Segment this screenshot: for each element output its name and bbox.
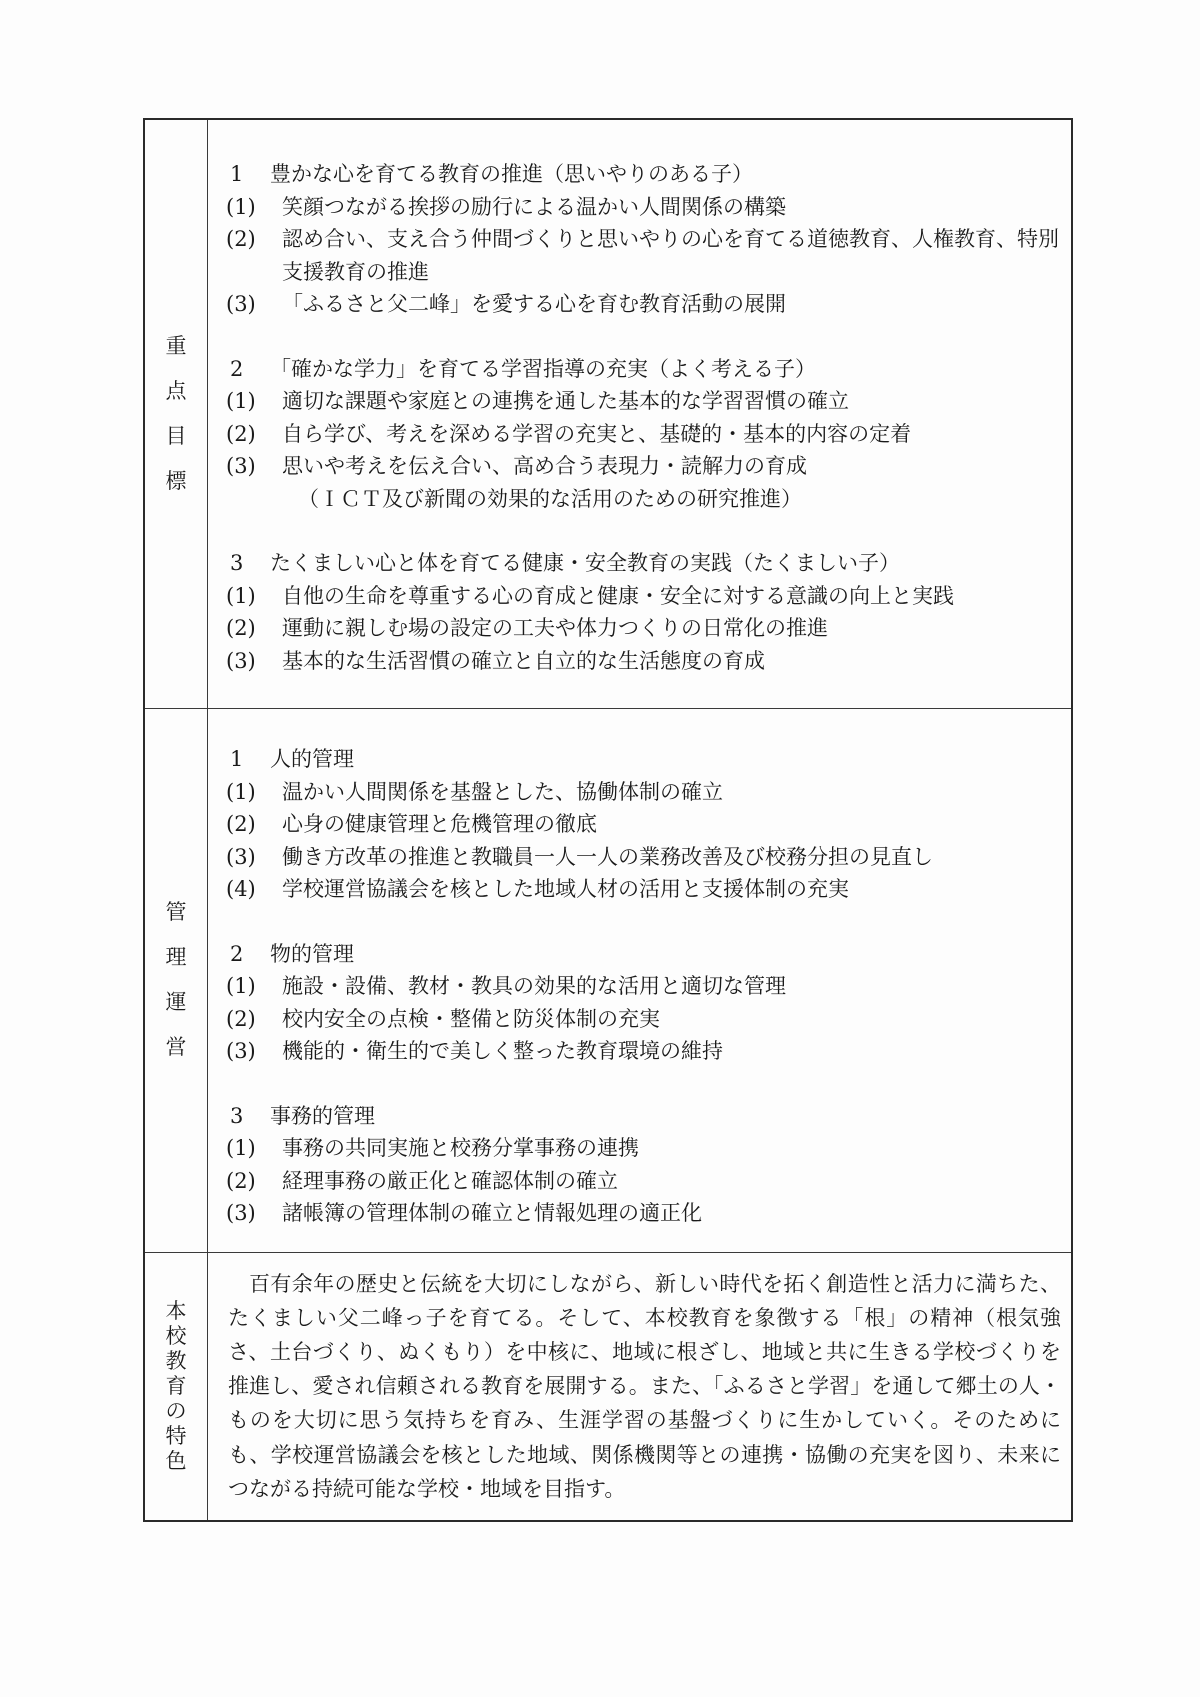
list-item: (4) 学校運営協議会を核とした地域人材の活用と支援体制の充実 [226,877,849,901]
management-group-1 [224,743,1061,906]
management-label: 管 理 運 営 [165,900,187,1060]
features-label-cell [144,1252,208,1521]
list-item: (2) 自ら学び、考えを深める学習の充実と、基礎的・基本的内容の定着 [226,421,912,446]
goals-content [208,119,1073,709]
features-row [144,1252,1072,1521]
goals-row [144,119,1072,709]
features-content [208,1252,1073,1521]
list-item: (1) 自他の生命を尊重する心の育成と健康・安全に対する意識の向上と実践 [226,583,954,608]
list-item: (2) 運動に親しむ場の設定の工夫や体力つくりの日常化の推進 [226,616,828,640]
list-item: (3) 「ふるさと父二峰」を愛する心を育む教育活動の展開 [226,292,786,316]
management-group-2 [224,938,1061,1068]
section-heading: 2 「確かな学力」を育てる学習指導の充実（よく考える子） [230,356,816,381]
list-item: (3) 諸帳簿の管理体制の確立と情報処理の適正化 [226,1201,702,1225]
section-heading: 3 たくましい心と体を育てる健康・安全教育の実践（たくましい子） [230,551,900,575]
features-paragraph: 百有余年の歴史と伝統を大切にしながら、新しい時代を拓く創造性と活力に満ちた、たくましい父二峰っ子を育てる。そして、本校教育を象徴する「根」の精神（根気強さ、土台づくり、ぬくもり）を中核に、地域に根ざし、地域と共に生きる学校づくりを推進し、愛され信頼される教育を展開する。また、「ふるさと学習」を通して郷土の人・ものを大切に思う気持ちを育み、生涯学習の基盤づくりに生かしていく。そのためにも、学校運営協議会を核とした地域、関係機関等との連携・協働の充実を図り、未来につながる持続可能な学校・地域を目指す。 [228,1271,1061,1501]
list-item: (2) 心身の健康管理と危機管理の徹底 [226,812,597,836]
goals-group-3 [224,547,1061,677]
list-item: (2) 経理事務の厳正化と確認体制の確立 [226,1168,618,1193]
list-item: (1) 適切な課題や家庭との連携を通した基本的な学習習慣の確立 [226,389,849,413]
goals-group-2 [224,353,1061,516]
list-item: (1) 笑顔つながる挨拶の励行による温かい人間関係の構築 [226,194,786,219]
section-heading: 2 物的管理 [230,941,354,966]
list-item: (3) 基本的な生活習慣の確立と自立的な生活態度の育成 [226,648,765,673]
goals-label-cell [144,119,208,709]
list-item: (3) 働き方改革の推進と教職員一人一人の業務改善及び校務分担の見直し [226,844,933,869]
section-heading: 1 人的管理 [230,747,354,771]
section-heading: 3 事務的管理 [230,1103,375,1128]
goals-label: 重 点 目 標 [165,334,187,493]
management-label-cell [144,709,208,1253]
management-row [144,709,1072,1253]
list-item: (3) 機能的・衛生的で美しく整った教育環境の維持 [226,1039,723,1063]
list-item: (2) 認め合い、支え合う仲間づくりと思いやりの心を育てる道徳教育、人権教育、特別支援教育の推進 [226,227,1059,284]
school-plan-table [143,118,1073,1522]
list-item: (1) 施設・設備、教材・教具の効果的な活用と適切な管理 [226,974,786,998]
item-note: （ＩＣＴ及び新聞の効果的な活用のための研究推進） [298,486,802,511]
list-item: (2) 校内安全の点検・整備と防災体制の充実 [226,1006,660,1031]
goals-group-1 [224,158,1061,321]
features-label: 本 校 教 育 の 特 色 [165,1298,187,1473]
list-item: (3) 思いや考えを伝え合い、高め合う表現力・読解力の育成 [226,454,807,478]
list-item: (1) 事務の共同実施と校務分掌事務の連携 [226,1136,639,1160]
management-group-3 [224,1100,1061,1230]
list-item: (1) 温かい人間関係を基盤とした、協働体制の確立 [226,779,723,804]
section-heading: 1 豊かな心を育てる教育の推進（思いやりのある子） [230,162,753,186]
management-content [208,709,1073,1253]
